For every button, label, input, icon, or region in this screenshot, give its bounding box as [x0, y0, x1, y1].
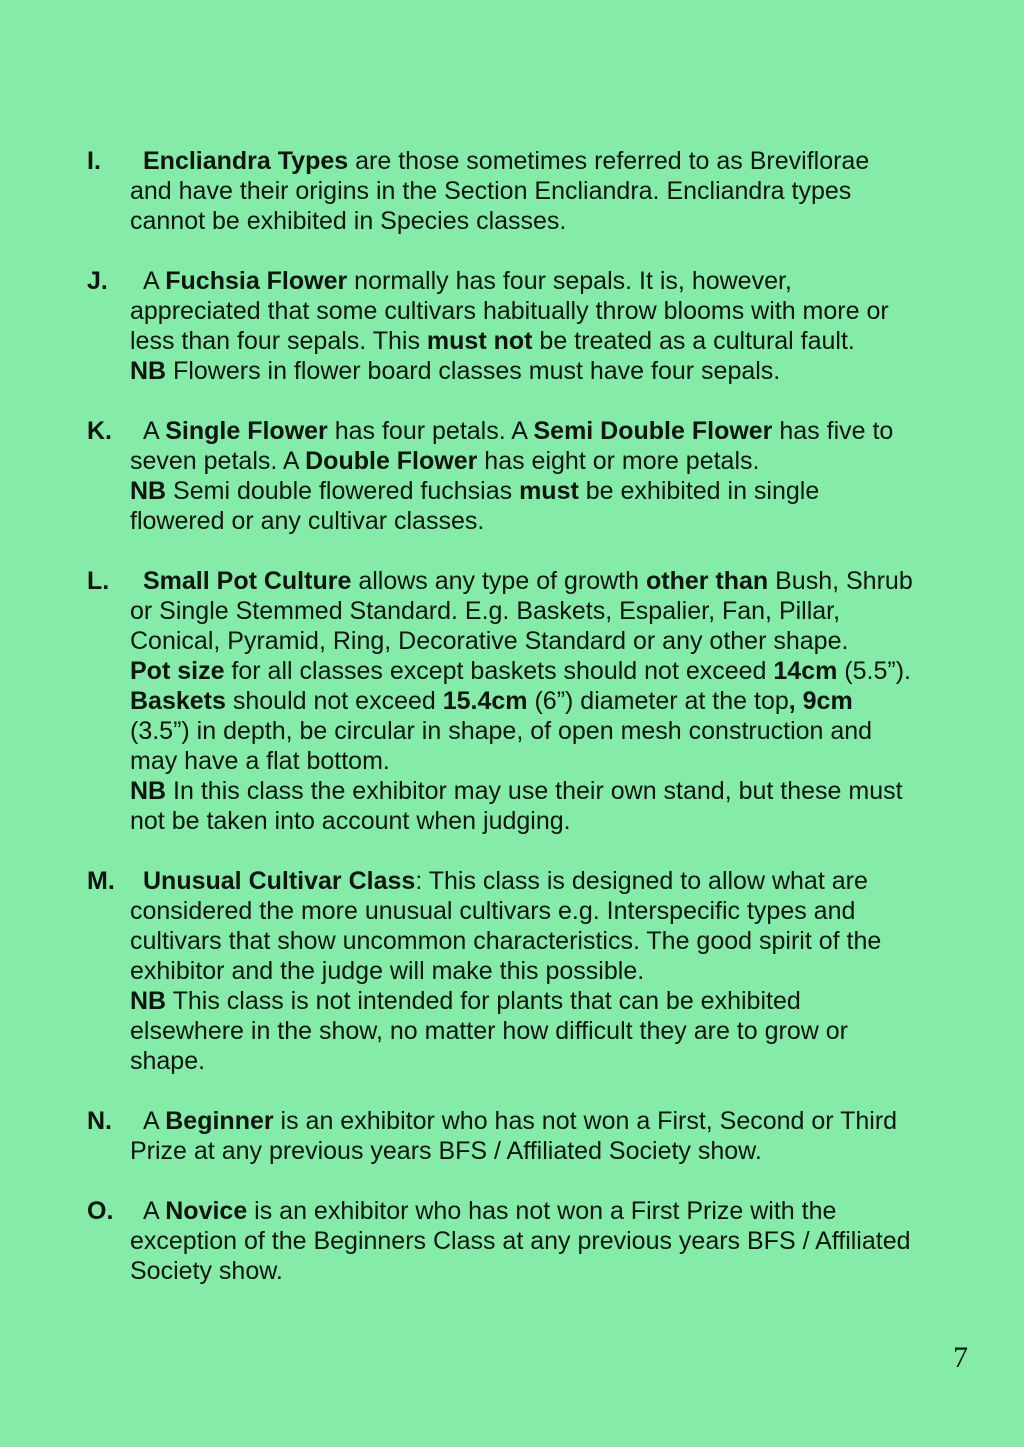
- text-segment: cultivars that show uncommon characteristics. The good spirit of the: [130, 927, 882, 955]
- text-line: [130, 656, 982, 686]
- bold-text-segment: NB: [130, 777, 167, 805]
- text-segment: Semi double flowered fuchsias: [166, 477, 520, 505]
- text-segment: A: [143, 267, 166, 295]
- text-segment: not be taken into account when judging.: [130, 807, 571, 835]
- text-line: [130, 506, 982, 536]
- item-text: [130, 866, 982, 1076]
- text-line: [130, 1016, 982, 1046]
- text-segment: : This class is designed to allow what are: [415, 867, 868, 895]
- text-segment: A: [143, 417, 166, 445]
- text-line: [130, 716, 982, 746]
- text-segment: for all classes except baskets should not exceed: [224, 657, 774, 685]
- item-letter-label: M.: [87, 867, 115, 895]
- text-segment: has five to: [772, 417, 894, 445]
- list-item: [87, 866, 982, 1076]
- bold-text-segment: Semi Double Flower: [533, 417, 773, 445]
- text-segment: (3.5”) in depth, be circular in shape, of open mesh construction and: [130, 717, 873, 745]
- bold-text-segment: NB: [130, 987, 167, 1015]
- bold-text-segment: 14cm: [773, 657, 838, 685]
- text-segment: elsewhere in the show, no matter how difficult they are to grow or: [130, 1017, 848, 1045]
- text-line: [130, 686, 982, 716]
- bold-text-segment: Single Flower: [165, 417, 328, 445]
- text-line: [130, 896, 982, 926]
- text-line: [130, 446, 982, 476]
- text-segment: or Single Stemmed Standard. E.g. Baskets, Espalier, Fan, Pillar,: [130, 597, 841, 625]
- text-segment: has four petals. A: [327, 417, 534, 445]
- bold-text-segment: 15.4cm: [442, 687, 528, 715]
- text-segment: A: [143, 1107, 166, 1135]
- item-text: [130, 266, 982, 386]
- text-segment: are those sometimes referred to as Breviflorae: [348, 147, 870, 175]
- text-segment: In this class the exhibitor may use their own stand, but these must: [166, 777, 903, 805]
- text-segment: shape.: [130, 1047, 206, 1075]
- bold-text-segment: Fuchsia Flower: [165, 267, 348, 295]
- bold-text-segment: Beginner: [165, 1107, 274, 1135]
- bold-text-segment: other than: [645, 567, 769, 595]
- bold-text-segment: NB: [130, 357, 167, 385]
- item-letter-label: J.: [87, 267, 108, 295]
- bold-text-segment: Baskets: [130, 687, 226, 715]
- page-number: 7: [953, 1341, 968, 1374]
- item-letter-label: O.: [87, 1197, 114, 1225]
- list-item: [87, 1106, 982, 1166]
- bold-text-segment: Double Flower: [305, 447, 478, 475]
- list-item: [87, 266, 982, 386]
- text-segment: is an exhibitor who has not won a First Prize with the: [247, 1197, 837, 1225]
- text-segment: and have their origins in the Section Encliandra. Encliandra types: [130, 177, 852, 205]
- bold-text-segment: , 9cm: [788, 687, 853, 715]
- text-line: [130, 1226, 982, 1256]
- text-segment: Bush, Shrub: [768, 567, 913, 595]
- text-segment: be exhibited in single: [578, 477, 820, 505]
- text-segment: exhibitor and the judge will make this possible.: [130, 957, 645, 985]
- text-segment: has eight or more petals.: [477, 447, 760, 475]
- text-line: [130, 746, 982, 776]
- text-segment: Flowers in flower board classes must have four sepals.: [166, 357, 781, 385]
- text-line: [130, 176, 982, 206]
- item-text: [130, 416, 982, 536]
- text-line: [130, 776, 982, 806]
- text-segment: (6”) diameter at the top: [527, 687, 789, 715]
- bold-text-segment: Pot size: [130, 657, 225, 685]
- text-line: [130, 806, 982, 836]
- text-line: [130, 416, 982, 446]
- text-line: [130, 1106, 982, 1136]
- text-segment: Prize at any previous years BFS / Affiliated Society show.: [130, 1137, 762, 1165]
- item-letter-label: I.: [87, 147, 101, 175]
- text-line: [130, 206, 982, 236]
- text-segment: A: [143, 1197, 166, 1225]
- item-letter-label: K.: [87, 417, 112, 445]
- item-text: [130, 146, 982, 236]
- text-segment: be treated as a cultural fault.: [532, 327, 855, 355]
- text-line: [130, 626, 982, 656]
- text-line: [130, 596, 982, 626]
- text-segment: is an exhibitor who has not won a First, Second or Third: [273, 1107, 898, 1135]
- text-line: [130, 326, 982, 356]
- text-line: [130, 1136, 982, 1166]
- list-item: [87, 416, 982, 536]
- text-line: [130, 956, 982, 986]
- text-line: [130, 476, 982, 506]
- item-text: [130, 1106, 982, 1166]
- text-segment: (5.5”).: [837, 657, 911, 685]
- text-segment: exception of the Beginners Class at any previous years BFS / Affiliated: [130, 1227, 911, 1255]
- text-line: [130, 1196, 982, 1226]
- text-segment: considered the more unusual cultivars e.g. Interspecific types and: [130, 897, 856, 925]
- text-line: [130, 266, 982, 296]
- text-segment: may have a flat bottom.: [130, 747, 390, 775]
- text-segment: This class is not intended for plants that can be exhibited: [166, 987, 801, 1015]
- text-segment: should not exceed: [225, 687, 443, 715]
- text-line: [130, 356, 982, 386]
- item-text: [130, 566, 982, 836]
- text-segment: Conical, Pyramid, Ring, Decorative Standard or any other shape.: [130, 627, 849, 655]
- bold-text-segment: Small Pot Culture: [143, 567, 352, 595]
- definitions-list: [87, 146, 982, 1286]
- text-line: [130, 986, 982, 1016]
- text-segment: cannot be exhibited in Species classes.: [130, 207, 567, 235]
- bold-text-segment: Unusual Cultivar Class: [143, 867, 416, 895]
- item-text: [130, 1196, 982, 1286]
- bold-text-segment: NB: [130, 477, 167, 505]
- text-segment: allows any type of growth: [351, 567, 646, 595]
- text-line: [130, 566, 982, 596]
- text-segment: appreciated that some cultivars habitually throw blooms with more or: [130, 297, 889, 325]
- text-line: [130, 296, 982, 326]
- bold-text-segment: Novice: [165, 1197, 248, 1225]
- text-line: [130, 146, 982, 176]
- bold-text-segment: must not: [426, 327, 533, 355]
- text-segment: seven petals. A: [130, 447, 306, 475]
- text-line: [130, 1256, 982, 1286]
- bold-text-segment: must: [519, 477, 579, 505]
- text-line: [130, 1046, 982, 1076]
- list-item: [87, 566, 982, 836]
- text-line: [130, 866, 982, 896]
- text-segment: flowered or any cultivar classes.: [130, 507, 485, 535]
- text-segment: Society show.: [130, 1257, 283, 1285]
- item-letter-label: N.: [87, 1107, 112, 1135]
- text-line: [130, 926, 982, 956]
- text-segment: less than four sepals. This: [130, 327, 427, 355]
- text-segment: normally has four sepals. It is, however,: [347, 267, 792, 295]
- list-item: [87, 146, 982, 236]
- list-item: [87, 1196, 982, 1286]
- item-letter-label: L.: [87, 567, 110, 595]
- bold-text-segment: Encliandra Types: [143, 147, 349, 175]
